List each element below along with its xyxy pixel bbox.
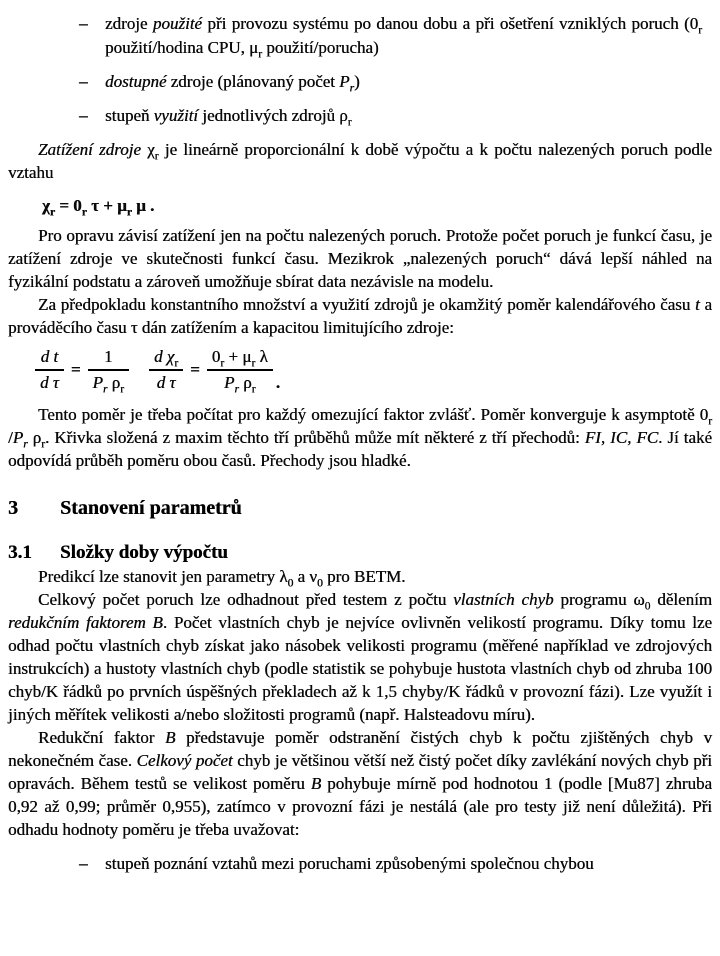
paragraph-prediction: Predikcí lze stanovit jen parametry $\lambda_0$ a $\nu_0$ pro BETM. xyxy=(38,567,406,590)
section-heading xyxy=(8,496,712,520)
subsection-number: 3.1 xyxy=(8,542,32,563)
list-item xyxy=(79,852,702,876)
list-item-text: stupeň využití jednotlivých zdrojů $\rho_r$ xyxy=(105,106,352,129)
paragraph-ratio-convergence: Tento poměr je třeba počítat pro každý omezující faktor zvlášť. Poměr konverguje k asymptotě $0_r$ $/P_r$ $\rho_r$. Křivka složená z maxim těchto tří průběhů může mít některé z tří přechodů: FI, IC, FC. Jí také odpovídá průběh poměru obou časů. Přechody jsou hladké. xyxy=(8,405,712,470)
list-item-text: stupeň poznání vztahů mezi poruchami způsobenými společnou chybou xyxy=(105,854,594,873)
paragraph-assumption: Za předpokladu konstantního množství a využití zdrojů je okamžitý poměr kalendářového času t a prováděcího času τ dán zatížením a kapacitou limitujícího zdroje: xyxy=(8,295,712,337)
list-item-text: dostupné zdroje (plánovaný počet $P_r$) xyxy=(105,72,360,95)
paragraph-load-definition: Zatížení zdroje $\chi_r$ je lineárně proporcionální k době výpočtu a k počtu nalezených poruch podle vztahu xyxy=(8,140,712,182)
dash-bullet-icon: – xyxy=(79,72,88,91)
list-item xyxy=(79,12,702,61)
paragraph-repair-load: Pro opravu závisí zatížení jen na počtu nalezených poruch. Protože počet poruch je funkcí času, je zatížení zdroje ve skutečnosti funkcí času. Mezikrok „nalezených poruch“ dává lepší náhled na fyzikální podstatu a zároveň umožňuje sbírat data nezávisle na modelu. xyxy=(8,226,712,291)
bullet-list xyxy=(8,12,712,128)
section-number: 3 xyxy=(8,497,18,519)
list-item xyxy=(79,70,702,95)
dash-bullet-icon: – xyxy=(79,854,88,873)
formula-time-ratio: $\frac{\text{d t}}{\text{d τ}}$ = $\frac{1}{P_r \rho_r}$ $\frac{d \chi_r}{\text{d τ}}$ = $\frac{0_r + \mu_r \lambda}{P_r \rho_r}$ . xyxy=(32,347,712,393)
formula-resource-load: $\chi_r = 0_r$ $\tau + \mu_r$ μ . xyxy=(42,196,155,219)
section-title: Stanovení parametrů xyxy=(60,497,242,519)
dash-bullet-icon: – xyxy=(79,106,88,125)
list-item xyxy=(79,104,702,129)
paragraph-fault-count: Celkový počet poruch lze odhadnout před testem z počtu vlastních chyb programu $\omega_0$ dělením redukčním faktorem B. Počet vlastních chyb je nejvíce ovlivněn velikostí programu. Díky tomu lze odhad počtu vlastních chyb získat jako násobek velikosti programu (měřené například ve zdrojových instrukcích) a hustoty vlastních chyb (podle statistik se pohybuje hustota vlastních chyb od zhruba 100 chyb/K řádků po prvních úspěšných překladech až k 1,5 chyby/K řádků v provozní fázi). Lze využít i jiných měřítek velikosti a/nebo složitosti programů (např. Halsteadovu míru). xyxy=(8,590,713,724)
list-item-text: zdroje použité při provozu systému po danou dobu a při ošetření vzniklých poruch ($0_r$ použití/hodina CPU, $\mu_r$ použití/porucha) xyxy=(105,14,702,61)
subsection-title: Složky doby výpočtu xyxy=(60,542,228,563)
paragraph-reduction-factor: Redukční faktor B představuje poměr odstranění čistých chyb k počtu zjištěných chyb v nekonečném čase. Celkový počet chyb je většinou větší než čistý počet díky zavlékání nových chyb při opravách. Během testů se velikost poměru B pohybuje mírně pod hodnotou 1 (podle [Mu87] zhruba 0,92 až 0,99; průměr 0,955), zatímco v provozní fázi je nestálá (ale pro testy již není důležitá). Při odhadu hodnoty poměru je třeba uvažovat: xyxy=(8,728,712,839)
dash-bullet-icon: – xyxy=(79,14,88,33)
subsection-heading xyxy=(8,541,712,565)
